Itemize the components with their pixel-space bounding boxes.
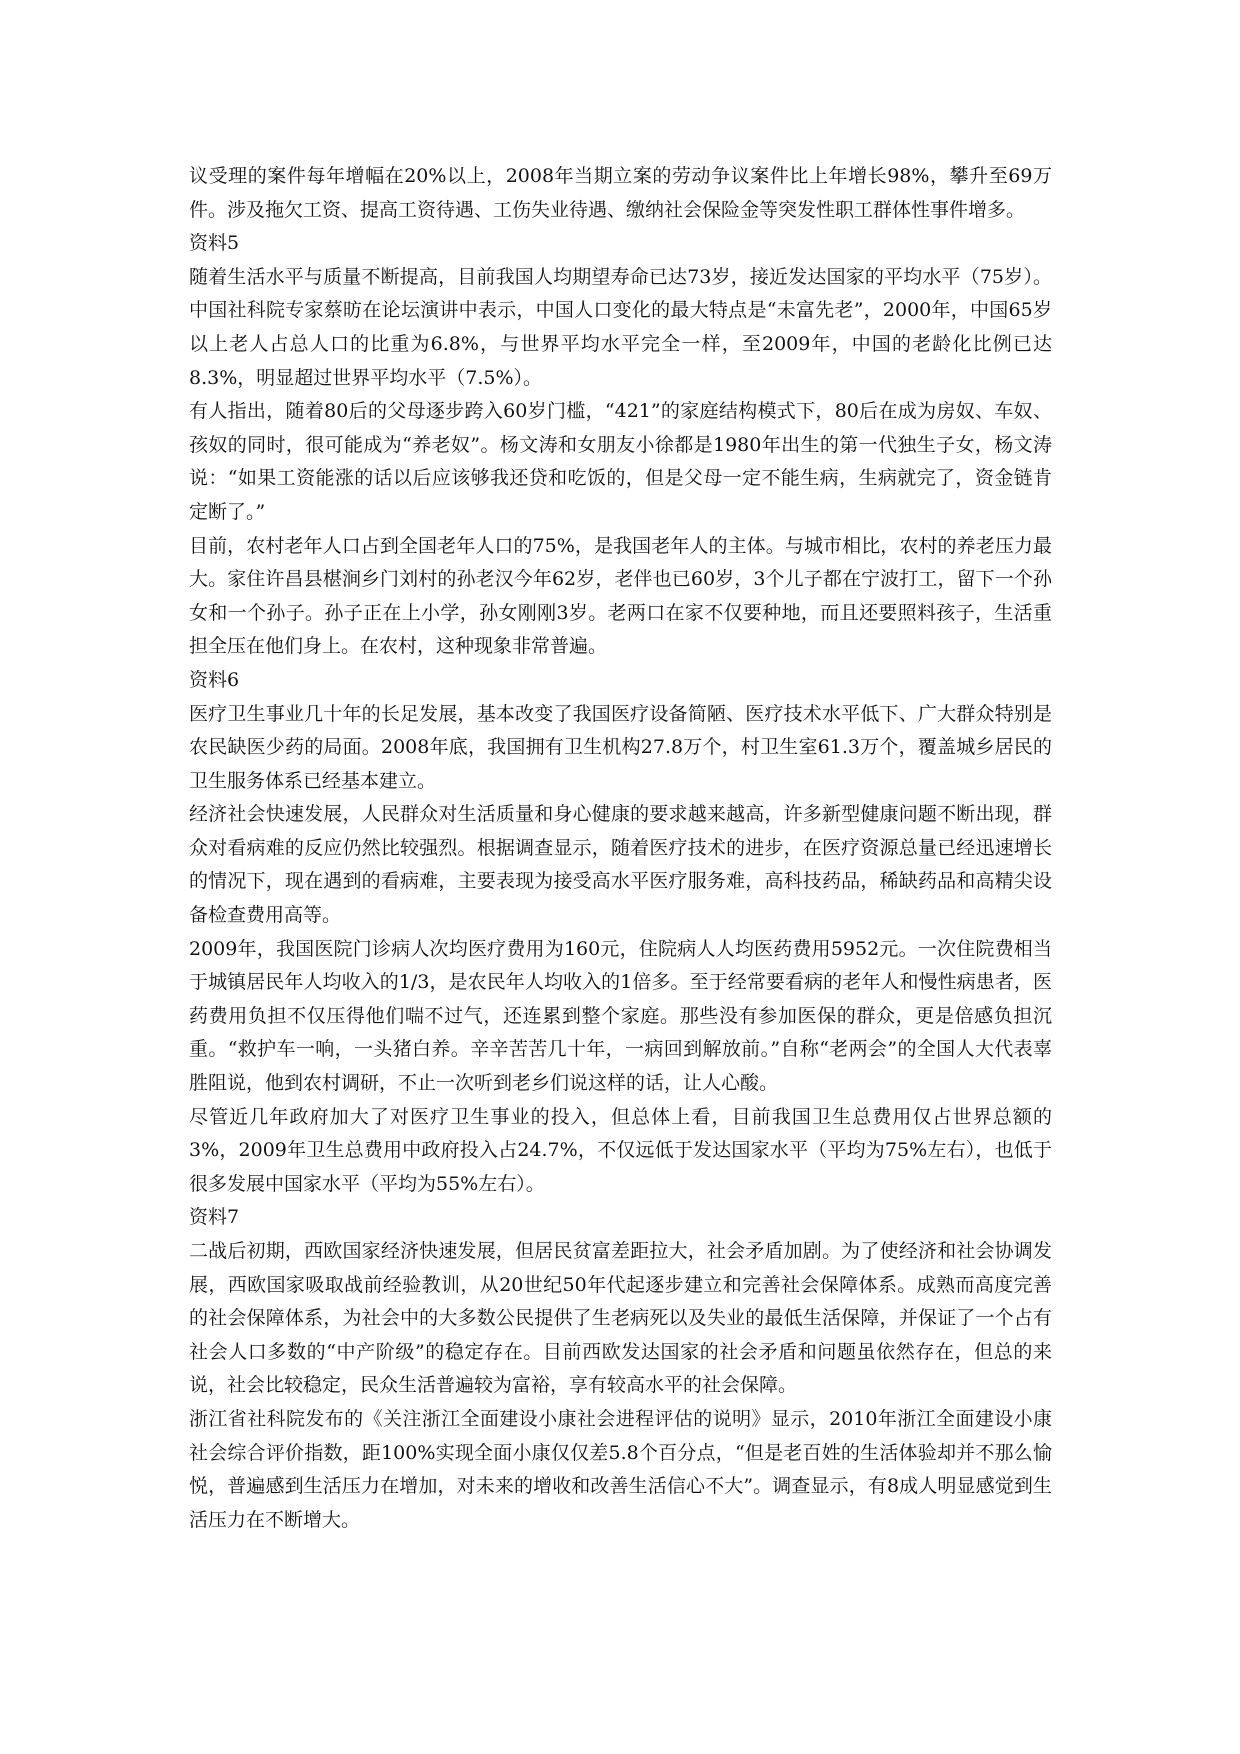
section-heading-material-7: 资料7	[189, 1206, 240, 1229]
paragraph-medical-costs: 2009年，我国医院门诊病人次均医疗费用为160元，住院病人人均医药费用5952元。一次住院费相当于城镇居民年人均收入的1/3，是农民年人均收入的1倍多。至于经常要看病的老年人和慢性病患者，医药费用负担不仅压得他们喘不过气，还连累到整个家庭。那些没有参加医保的群众，更是倍感负担沉重。“救护车一响，一头猪白养。辛辛苦苦几十年，一病回到解放前。”自称“老两会”的全国人大代表辜胜阻说，他到农村调研，不止一次听到老乡们说这样的话，让人心酸。	[189, 937, 1052, 1095]
paragraph-zhejiang-survey: 浙江省社科院发布的《关注浙江全面建设小康社会进程评估的说明》显示，2010年浙江全面建设小康社会综合评价指数，距100%实现全面小康仅仅差5.8个百分点，“但是老百姓的生活体验却并不那么愉悦，普遍感到生活压力在增加，对未来的增收和改善生活信心不大”。调查显示，有8成人明显感觉到生活压力在不断增大。	[189, 1407, 1052, 1531]
paragraph-rural-elderly: 目前，农村老年人口占到全国老年人口的75%，是我国老年人的主体。与城市相比，农村的养老压力最大。家住许昌县椹涧乡门刘村的孙老汉今年62岁，老伴也已60岁，3个儿子都在宁波打工，留下一个孙女和一个孙子。孙子正在上小学，孙女刚刚3岁。老两口在家不仅要种地，而且还要照料孩子，生活重担全压在他们身上。在农村，这种现象非常普遍。	[189, 534, 1052, 658]
section-heading-material-5: 资料5	[189, 232, 240, 255]
paragraph-421-family: 有人指出，随着80后的父母逐步跨入60岁门槛，“421”的家庭结构模式下，80后在成为房奴、车奴、孩奴的同时，很可能成为“养老奴”。杨文涛和女朋友小徐都是1980年出生的第一代独生子女，杨文涛说：“如果工资能涨的话以后应该够我还贷和吃饭的，但是父母一定不能生病，生病就完了，资金链肯定断了。”	[189, 400, 1052, 523]
paragraph-health-spending: 尽管近几年政府加大了对医疗卫生事业的投入，但总体上看，目前我国卫生总费用仅占世界总额的3%，2009年卫生总费用中政府投入占24.7%，不仅远低于发达国家水平（平均为75%左右），也低于很多发展中国家水平（平均为55%左右）。	[189, 1105, 1052, 1195]
paragraph-healthcare-demand: 经济社会快速发展，人民群众对生活质量和身心健康的要求越来越高，许多新型健康问题不断出现，群众对看病难的反应仍然比较强烈。根据调查显示，随着医疗技术的进步，在医疗资源总量已经迅速增长的情况下，现在遇到的看病难，主要表现为接受高水平医疗服务难，高科技药品，稀缺药品和高精尖设备检查费用高等。	[189, 803, 1052, 927]
paragraph-labor-disputes: 议受理的案件每年增幅在20%以上，2008年当期立案的劳动争议案件比上年增长98%，攀升至69万件。涉及拖欠工资、提高工资待遇、工伤失业待遇、缴纳社会保险金等突发性职工群体性事件增多。	[189, 165, 1052, 221]
section-heading-material-6: 资料6	[189, 668, 240, 691]
paragraph-life-expectancy: 随着生活水平与质量不断提高，目前我国人均期望寿命已达73岁，接近发达国家的平均水平（75岁）。中国社科院专家蔡昉在论坛演讲中表示，中国人口变化的最大特点是“未富先老”，2000年，中国65岁以上老人占总人口的比重为6.8%，与世界平均水平完全一样，至2009年，中国的老龄化比例已达8.3%，明显超过世界平均水平（7.5%）。	[189, 265, 1052, 389]
paragraph-healthcare-development: 医疗卫生事业几十年的长足发展，基本改变了我国医疗设备简陋、医疗技术水平低下、广大群众特别是农民缺医少药的局面。2008年底，我国拥有卫生机构27.8万个，村卫生室61.3万个，覆盖城乡居民的卫生服务体系已经基本建立。	[189, 702, 1052, 792]
paragraph-western-europe: 二战后初期，西欧国家经济快速发展，但居民贫富差距拉大，社会矛盾加剧。为了使经济和社会协调发展，西欧国家吸取战前经验教训，从20世纪50年代起逐步建立和完善社会保障体系。成熟而高度完善的社会保障体系，为社会中的大多数公民提供了生老病死以及失业的最低生活保障，并保证了一个占有社会人口多数的“中产阶级”的稳定存在。目前西欧发达国家的社会矛盾和问题虽依然存在，但总的来说，社会比较稳定，民众生活普遍较为富裕，享有较高水平的社会保障。	[189, 1240, 1052, 1397]
document-page	[189, 160, 1052, 1537]
